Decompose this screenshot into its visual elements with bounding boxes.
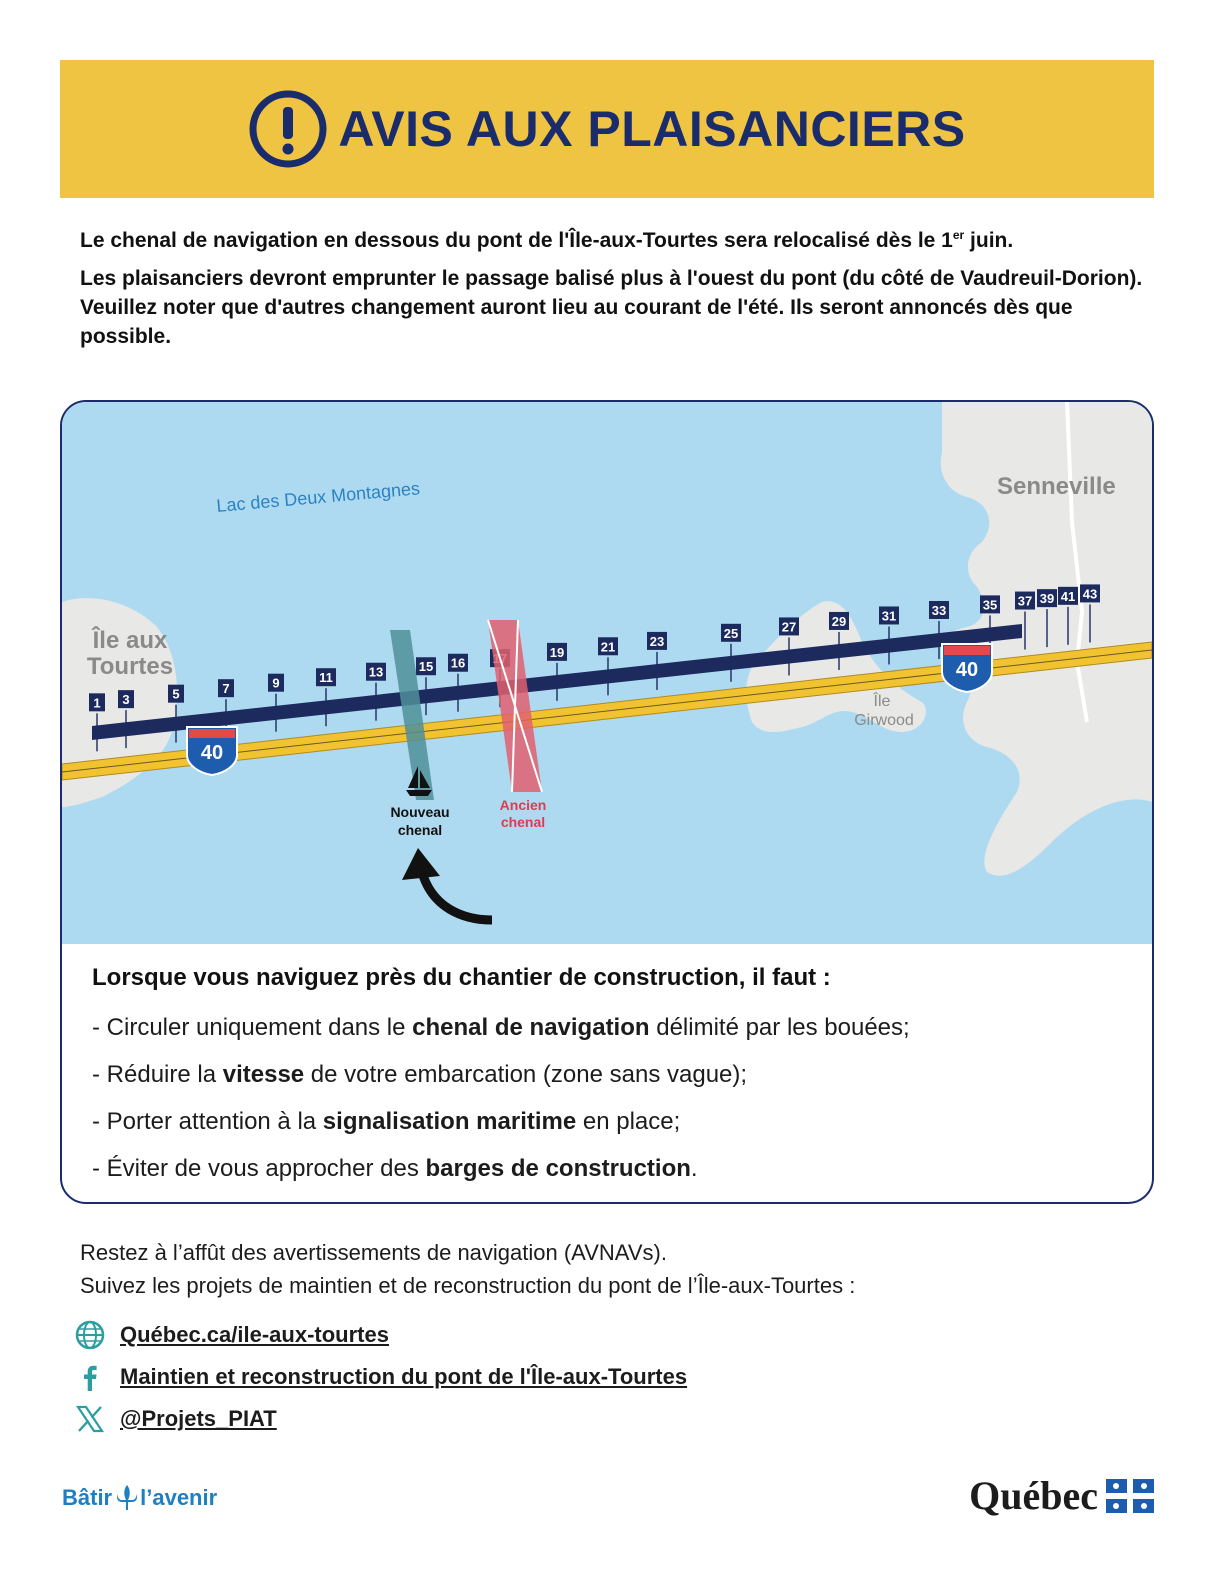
pier-label: 39: [1039, 591, 1055, 607]
pier-label: 1: [93, 695, 101, 711]
bridge-map: [62, 402, 1152, 944]
pier-label: 11: [319, 670, 333, 686]
rule-text: - Porter attention à la: [92, 1108, 323, 1135]
globe-icon: [74, 1319, 106, 1351]
quebec-flag-icon: [1106, 1479, 1154, 1513]
pier-label: 19: [549, 644, 565, 660]
rules-list: [92, 1004, 1132, 1192]
map-svg: [62, 402, 1152, 944]
pier-label: 25: [723, 625, 739, 641]
senneville-label: Senneville: [997, 473, 1116, 500]
pier-label: 15: [418, 659, 434, 675]
quebec-wordmark: Québec: [969, 1473, 1098, 1518]
rule-bold: signalisation maritime: [322, 1108, 577, 1135]
x-link[interactable]: @Projets_PIAT: [120, 1406, 277, 1431]
facebook-link[interactable]: Maintien et reconstruction du pont de l'Île-aux-Tourtes: [120, 1364, 688, 1389]
exclamation-icon: [248, 89, 328, 169]
ancien-chenal-label-1: Ancien: [499, 797, 547, 813]
pier-label: 27: [781, 619, 797, 635]
rule-item: [92, 1004, 1132, 1051]
pier-label: 41: [1060, 588, 1076, 604]
web-link-row: [74, 1314, 974, 1356]
rule-text: de votre embarcation (zone sans vague);: [304, 1061, 748, 1088]
pier-label: 3: [122, 692, 130, 708]
girwood-label-1: Île: [873, 693, 891, 710]
follow-line-2: Suivez les projets de maintien et de reconstruction du pont de l’Île-aux-Tourtes :: [80, 1273, 856, 1298]
intro-p1-text: Le chenal de navigation en dessous du pont de l'Île-aux-Tourtes sera relocalisé dès le 1: [80, 229, 953, 252]
ile-aux-tourtes-label-2: Tourtes: [86, 653, 174, 680]
lake-label: Lac des Deux Montagnes: [215, 478, 421, 516]
follow-text: [80, 1236, 1140, 1302]
rule-item: [92, 1051, 1132, 1098]
intro-text: [80, 226, 1150, 351]
rule-text: - Réduire la: [92, 1061, 223, 1088]
pier-label: 23: [649, 633, 665, 649]
rule-text: - Éviter de vous approcher des: [92, 1155, 426, 1182]
intro-paragraph-2: Les plaisanciers devront emprunter le passage balisé plus à l'ouest du pont (du côté de Vaudreuil-Dorion). Veuillez noter que d'autres changement auront lieu au courant de l'été. Ils seront annoncés dès que possible.: [80, 267, 1143, 348]
links-list: [74, 1314, 974, 1440]
intro-p1-end: juin.: [964, 229, 1014, 252]
rule-item: [92, 1098, 1132, 1145]
web-link[interactable]: Québec.ca/ile-aux-tourtes: [120, 1322, 389, 1347]
ile-aux-tourtes-label-1: Île aux: [92, 627, 168, 654]
girwood-label-2: Girwood: [854, 712, 914, 729]
pier-label: 7: [222, 681, 230, 697]
map-card: [60, 400, 1154, 1204]
pier-label: 29: [831, 613, 847, 629]
ancien-chenal-label-2: chenal: [500, 814, 546, 830]
rule-text: en place;: [576, 1108, 681, 1135]
pier-label: 33: [931, 602, 947, 618]
rule-text: délimité par les bouées;: [649, 1014, 910, 1041]
x-link-row: [74, 1398, 974, 1440]
rule-text: .: [690, 1155, 698, 1182]
rule-text: - Circuler uniquement dans le: [92, 1014, 413, 1041]
notice-banner: [60, 60, 1154, 198]
quebec-logo: [969, 1472, 1154, 1519]
highway-label-left: 40: [200, 742, 224, 764]
page-title: AVIS AUX PLAISANCIERS: [338, 101, 966, 157]
navigation-rules: [92, 964, 1132, 1192]
pier-label: 13: [368, 664, 384, 680]
pier-label: 35: [982, 597, 998, 613]
x-logo-icon: [74, 1403, 106, 1435]
rule-bold: vitesse: [222, 1061, 305, 1088]
highway-40-shield-left: [187, 727, 237, 775]
pier-label: 37: [1017, 593, 1033, 609]
rule-item: [92, 1145, 1132, 1192]
nouveau-chenal-label-1: Nouveau: [390, 804, 450, 820]
batir-text: Bâtir: [62, 1485, 113, 1510]
rules-heading: Lorsque vous naviguez près du chantier de construction, il faut :: [92, 964, 831, 991]
pier-label: 31: [881, 608, 897, 624]
fleur-de-lis-icon: [116, 1484, 138, 1512]
facebook-icon: [74, 1361, 106, 1393]
pier-label: 9: [272, 675, 280, 691]
batir-lavenir-logo: [62, 1480, 217, 1516]
rule-bold: chenal de navigation: [412, 1014, 650, 1041]
pier-label: 16: [450, 655, 466, 671]
highway-label-right: 40: [955, 659, 979, 681]
pier-label: 21: [600, 639, 616, 655]
highway-40-shield-right: [942, 644, 992, 692]
pier-label: 43: [1082, 586, 1098, 602]
avenir-text: l’avenir: [140, 1485, 218, 1510]
facebook-link-row: [74, 1356, 974, 1398]
nouveau-chenal-label-2: chenal: [397, 822, 443, 838]
intro-paragraph-1: [80, 226, 1150, 255]
pier-label: 5: [172, 686, 180, 702]
follow-line-1: Restez à l’affût des avertissements de navigation (AVNAVs).: [80, 1240, 667, 1265]
rule-bold: barges de construction: [425, 1155, 691, 1182]
intro-p1-sup: er: [952, 228, 965, 242]
